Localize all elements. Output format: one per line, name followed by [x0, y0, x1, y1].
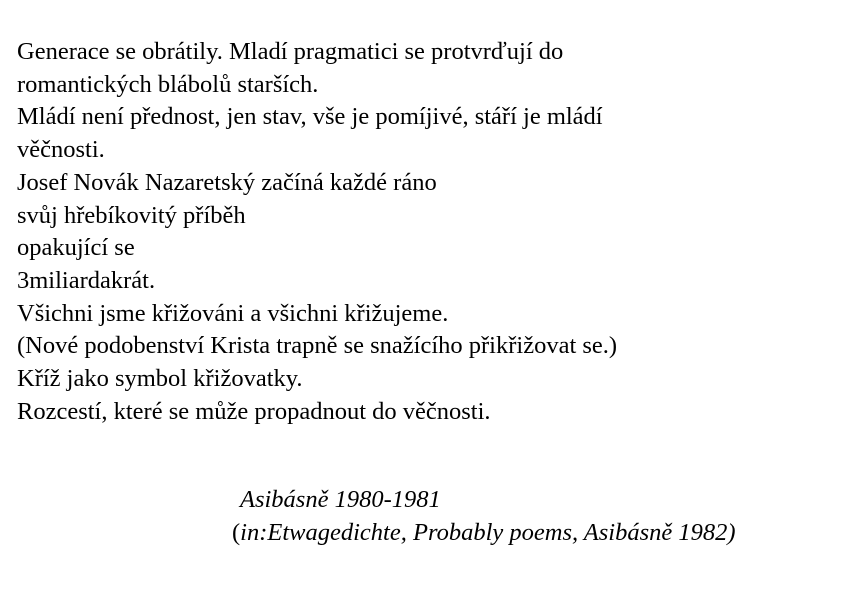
poem-line: (Nové podobenství Krista trapně se snažícího přikřižovat se.) [17, 332, 618, 360]
poem-line: Generace se obrátily. Mladí pragmatici se protvrďují do [17, 38, 564, 65]
poem-line: romantických blábolů starších. [17, 70, 319, 98]
citation-source-text: in:Etwagedichte, Probably poems, Asibásně 1982) [240, 518, 736, 546]
poem-line: 3miliardakrát. [17, 266, 156, 294]
poem-text [17, 36, 617, 428]
poem-line: Josef Novák Nazaretský začíná každé ráno [17, 168, 437, 196]
poem-line: svůj hřebíkovitý příběh [17, 201, 246, 229]
poem-line: Mládí není přednost, jen stav, vše je pomíjivé, stáří je mládí [17, 103, 603, 131]
citation-title: Asibásně 1980-1981 [240, 486, 441, 513]
poem-line: Kříž jako symbol křižovatky. [17, 365, 303, 393]
poem-line: věčnosti. [17, 136, 105, 164]
citation [232, 484, 736, 549]
poem-line: Všichni jsme křižováni a všichni křižujeme. [17, 299, 449, 327]
citation-open-paren: ( [232, 518, 241, 546]
poem-line: Rozcestí, které se může propadnout do věčnosti. [17, 397, 491, 425]
citation-source [232, 517, 736, 550]
poem-line: opakující se [17, 234, 135, 262]
